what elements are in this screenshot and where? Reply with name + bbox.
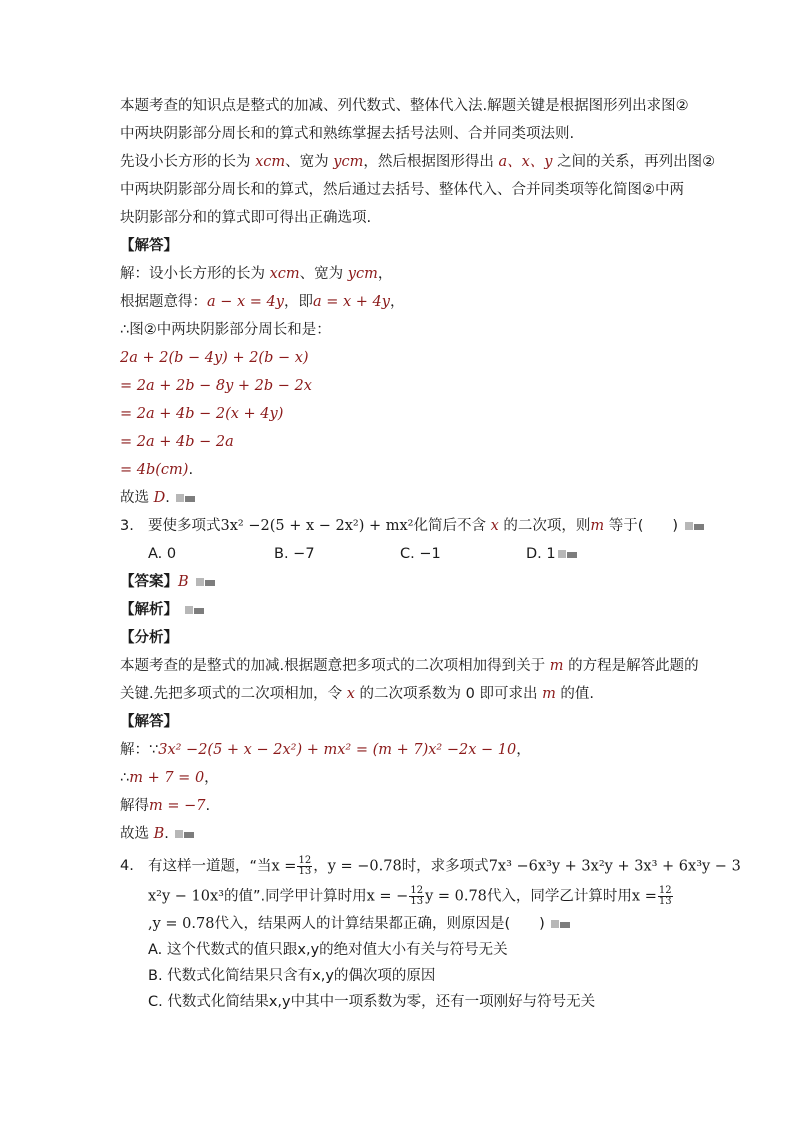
section-heading-solution-2: 【解答】: [120, 714, 178, 730]
fraction-12-13: $\frac{12}{13}$: [658, 885, 672, 907]
section-heading-solution: 【解答】: [120, 238, 178, 254]
analysis-line-5: 块阴影部分和的算式即可得出正确选项.: [120, 210, 372, 226]
image-placeholder-icon: [558, 549, 578, 559]
option-b[interactable]: B. −7: [274, 546, 315, 562]
equation-line-3: = 2a + 4b − 2(x + 4y): [120, 406, 284, 422]
choose-line-1: 故选 D.: [120, 488, 196, 508]
analysis-line-3: 先设小长方形的长为 xcm、宽为 ycm，然后根据图形得出 a、x、y 之间的关系，再列出图②: [120, 154, 716, 170]
analysis-line-1: 本题考查的知识点是整式的加减、列代数式、整体代入法.解题关键是根据图形列出求图②: [120, 98, 689, 114]
analysis-line-4: 中两块阴影部分周长和的算式，然后通过去括号、整体代入、合并同类项等化简图②中两: [120, 182, 684, 198]
solution2-line-1: 解：∵3x² −2(5 + x − 2x²) + mx² = (m + 7)x² −2x − 10，: [120, 742, 531, 758]
equation-line-1: 2a + 2(b − 4y) + 2(b − x): [120, 350, 309, 366]
question-3: 3. 要使多项式3x² −2(5 + x − 2x²) + mx²化简后不含 x 的二次项，则m 等于( ): [120, 516, 134, 536]
image-placeholder-icon: [685, 521, 705, 531]
equation-line-2: = 2a + 2b − 8y + 2b − 2x: [120, 378, 312, 394]
answer-line: 【答案】B: [120, 572, 216, 592]
equation-line-4: = 2a + 4b − 2a: [120, 434, 234, 450]
image-placeholder-icon: [185, 605, 205, 615]
solution-line-2: 根据题意得：a − x = 4y，即a = x + 4y，: [120, 294, 405, 310]
option-a[interactable]: A. 0: [148, 546, 177, 562]
analysis2-line-2: 关键.先把多项式的二次项相加，令 x 的二次项系数为 0 即可求出 m 的值.: [120, 686, 595, 702]
solution2-line-2: ∴m + 7 = 0，: [120, 770, 219, 786]
image-placeholder-icon: [196, 577, 216, 587]
question-4-option-a[interactable]: A. 这个代数式的值只跟x,y的绝对值大小有关与符号无关: [148, 942, 508, 958]
equation-line-5: = 4b(cm).: [120, 462, 194, 478]
question-4-option-b[interactable]: B. 代数式化简结果只含有x,y的偶次项的原因: [148, 968, 436, 984]
solution2-line-3: 解得m = −7.: [120, 798, 211, 814]
fraction-12-13: $\frac{12}{13}$: [410, 885, 424, 907]
analysis2-line-1: 本题考查的是整式的加减.根据题意把多项式的二次项相加得到关于 m 的方程是解答此题的: [120, 658, 699, 674]
option-c[interactable]: C. −1: [400, 546, 441, 562]
option-d[interactable]: D. 1: [526, 544, 578, 564]
choose-line-2: 故选 B.: [120, 824, 195, 844]
solution-line-1: 解：设小长方形的长为 xcm、宽为 ycm，: [120, 266, 393, 282]
solution-line-3: ∴图②中两块阴影部分周长和是：: [120, 322, 331, 338]
section-heading-analysis: 【分析】: [120, 630, 178, 646]
section-heading-explanation: 【解析】: [120, 600, 205, 620]
analysis-line-2: 中两块阴影部分周长和的算式和熟练掌握去括号法则、合并同类项法则.: [120, 126, 575, 142]
question-4-option-c[interactable]: C. 代数式化简结果x,y中其中一项系数为零，还有一项刚好与符号无关: [148, 994, 596, 1010]
fraction-12-13: $\frac{12}{13}$: [298, 855, 312, 877]
image-placeholder-icon: [175, 829, 195, 839]
image-placeholder-icon: [176, 493, 196, 503]
question-4-line-1: 4. 有这样一道题，“当x = $\frac{12}{13}$ ，y = −0.78时，求多项式7x³ −6x³y + 3x²y + 3x³ + 6x³y − 3: [120, 855, 741, 877]
image-placeholder-icon: [551, 919, 571, 929]
question-4-line-3: ,y = 0.78代入，结果两人的计算结果都正确，则原因是( ): [148, 914, 571, 934]
question-4-line-2: x²y − 10x³的值”.同学甲计算时用x = − $\frac{12}{13}$ y = 0.78代入，同学乙计算时用x = $\frac{12}{13}$: [148, 885, 672, 907]
